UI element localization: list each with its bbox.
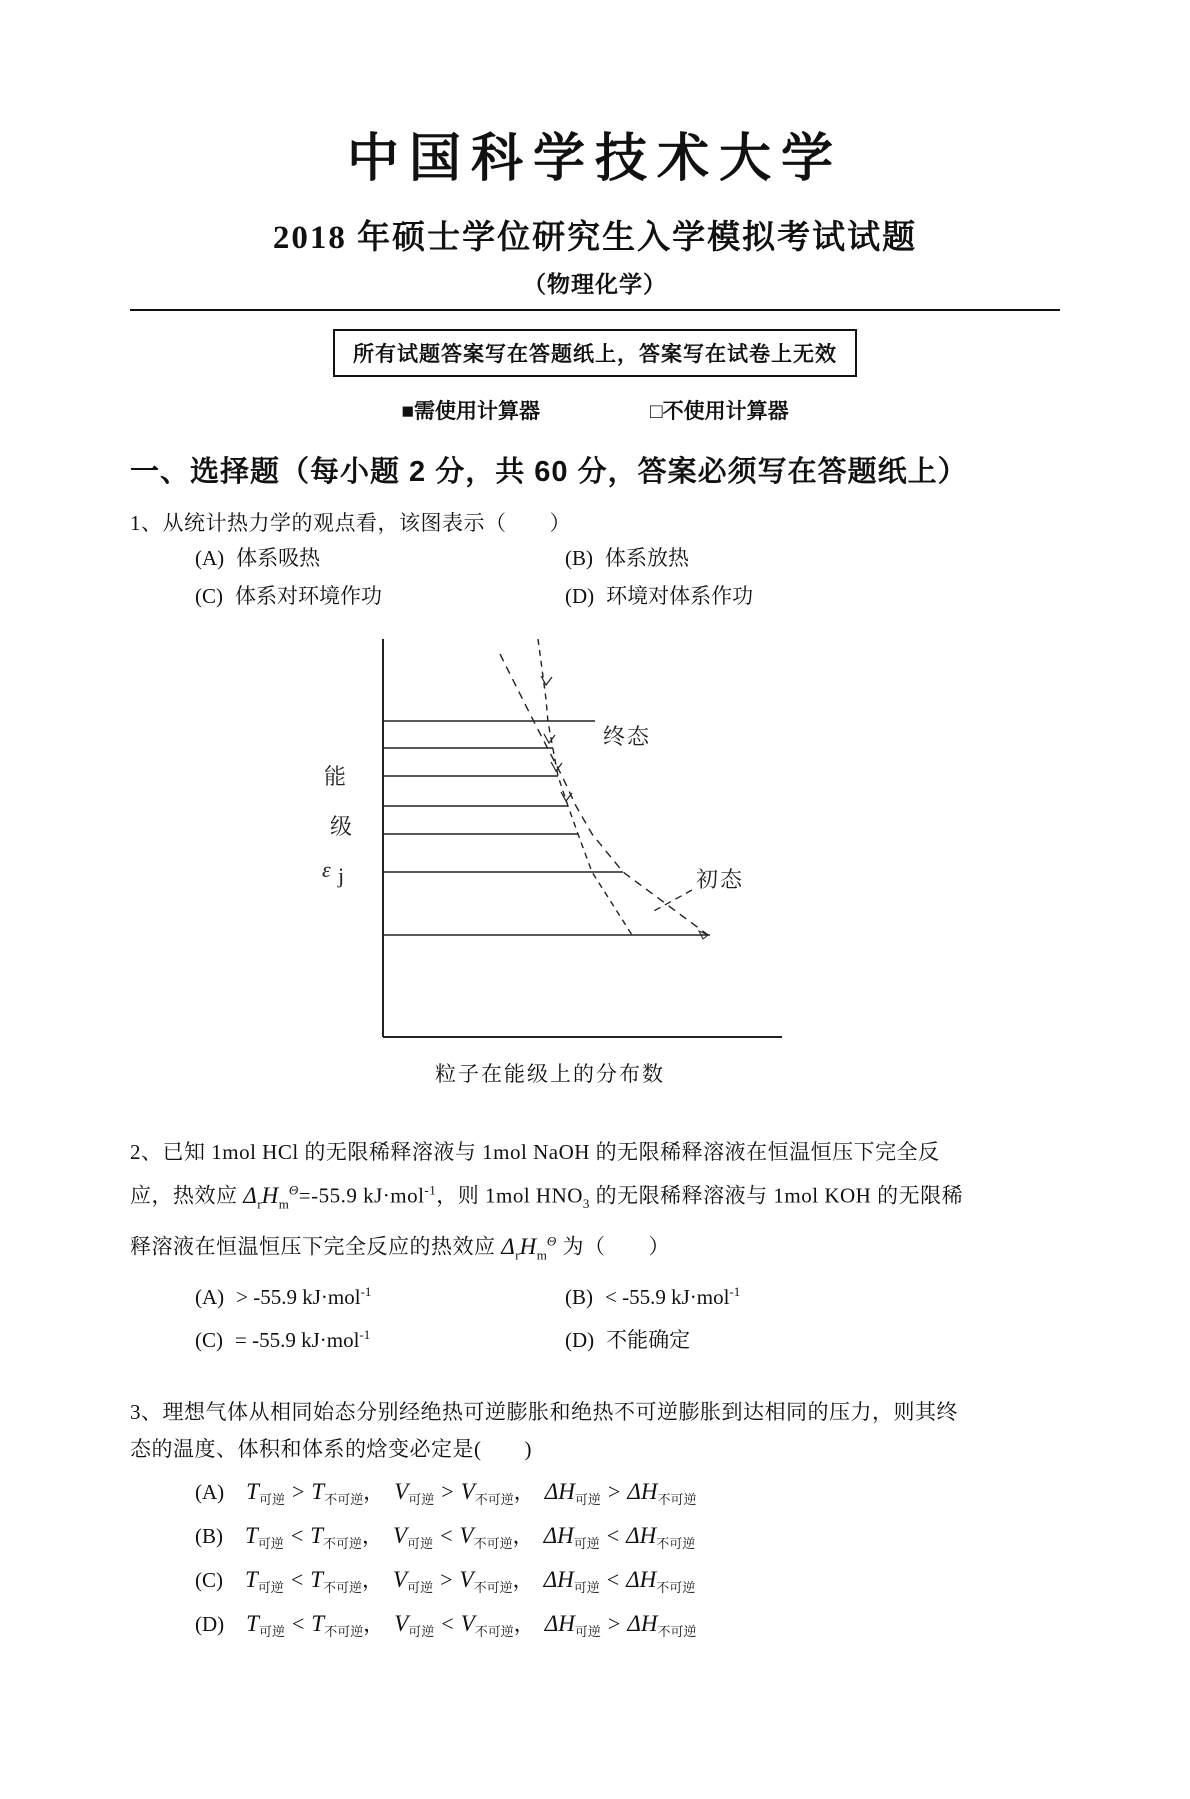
- question-2-line-1: 2、已知 1mol HCl 的无限稀释溶液与 1mol NaOH 的无限稀释溶液在恒温恒压下完全反: [130, 1140, 940, 1164]
- q2-text: ，则 1mol HNO: [436, 1183, 583, 1208]
- V-symbol: V: [460, 1478, 475, 1504]
- rev-subscript: 可逆: [407, 1580, 434, 1596]
- q2-option-a-sup: -1: [360, 1283, 372, 1299]
- irrev-subscript: 不可逆: [657, 1624, 697, 1640]
- rev-subscript: 可逆: [258, 1491, 285, 1507]
- irrev-subscript: 不可逆: [323, 1580, 363, 1596]
- irrev-subscript: 不可逆: [473, 1535, 513, 1551]
- separator: ，: [513, 1479, 535, 1504]
- rev-subscript: 可逆: [573, 1535, 600, 1551]
- irrev-subscript: 不可逆: [324, 1624, 364, 1640]
- q3-option-d-label: (D): [195, 1612, 225, 1637]
- q2-text: 为（ ）: [556, 1234, 670, 1259]
- dH-relation: >: [607, 1478, 621, 1504]
- V-symbol: V: [394, 1478, 409, 1504]
- ylabel-symbol: ε: [322, 857, 333, 882]
- q1-option-d: [565, 580, 1060, 612]
- rev-subscript: 可逆: [407, 1535, 434, 1551]
- calculator-options-row: [130, 395, 1060, 425]
- irrev-subscript: 不可逆: [474, 1491, 514, 1507]
- q2-text: 应，热效应: [130, 1183, 244, 1208]
- irrev-subscript: 不可逆: [657, 1491, 697, 1507]
- exam-page: [0, 116, 1190, 1799]
- rev-subscript: 可逆: [257, 1535, 284, 1551]
- q1-option-a: [195, 542, 565, 574]
- q1-option-c-text: 体系对环境作功: [235, 584, 382, 608]
- dH-relation: <: [606, 1566, 620, 1592]
- q3-option-b-label: (B): [195, 1523, 223, 1548]
- header-divider: [130, 309, 1060, 311]
- q1-option-b-text: 体系放热: [605, 546, 689, 570]
- q3-option-d: [195, 1606, 1060, 1650]
- q2-option-b-label: (B): [565, 1284, 593, 1309]
- V-symbol: V: [393, 1522, 408, 1548]
- delta: Δ: [243, 1182, 258, 1208]
- T-symbol: T: [310, 1522, 324, 1548]
- sub-m: m: [278, 1196, 289, 1212]
- separator: ，: [362, 1523, 384, 1548]
- q1-option-d-text: 环境对体系作功: [606, 584, 754, 608]
- q2-option-a: [195, 1276, 565, 1313]
- question-1-options: [195, 542, 1060, 612]
- separator: ，: [363, 1479, 385, 1504]
- q3-option-a-label: (A): [195, 1479, 225, 1504]
- q1-option-c-label: (C): [195, 584, 223, 608]
- q1-option-a-label: (A): [195, 546, 225, 570]
- irrev-subscript: 不可逆: [656, 1535, 696, 1551]
- transition-arrow: [551, 762, 562, 771]
- T-relation: >: [291, 1478, 305, 1504]
- initial-state-label: 初态: [696, 867, 745, 892]
- V-relation: <: [440, 1522, 453, 1548]
- dH-relation: >: [607, 1611, 621, 1637]
- rev-subscript: 可逆: [574, 1491, 601, 1507]
- q3-option-a: [195, 1474, 1060, 1518]
- exam-title: 2018 年硕士学位研究生入学模拟考试试题: [272, 220, 918, 256]
- final-state-curve: [538, 639, 632, 935]
- ylabel-subscript: j: [338, 863, 347, 888]
- notice-box: [333, 329, 857, 377]
- T-symbol: T: [246, 1478, 259, 1504]
- q2-option-c-label: (C): [195, 1327, 223, 1352]
- sup-theta: Θ: [546, 1233, 557, 1249]
- dH-symbol: ΔH: [543, 1522, 574, 1548]
- separator: ，: [512, 1523, 534, 1548]
- T-symbol: T: [311, 1611, 325, 1637]
- initial-state-curve: [500, 654, 708, 935]
- q3-option-c: [195, 1562, 1060, 1606]
- q2-value: =-55.9 kJ·mol: [298, 1183, 425, 1208]
- q2-text: 的无限稀释溶液与 1mol KOH 的无限稀: [589, 1183, 964, 1208]
- q2-option-a-label: (A): [195, 1284, 225, 1309]
- rev-subscript: 可逆: [258, 1624, 285, 1640]
- hno3-subscript: 3: [582, 1195, 590, 1211]
- q2-option-b-sup: -1: [729, 1283, 741, 1299]
- irrev-subscript: 不可逆: [323, 1535, 363, 1551]
- rev-subscript: 可逆: [573, 1580, 600, 1596]
- q2-option-c-text: = -55.9 kJ·mol: [235, 1327, 360, 1352]
- question-2-line-2: [130, 1171, 1060, 1222]
- q2-option-a-text: > -55.9 kJ·mol: [236, 1284, 361, 1309]
- V-symbol: V: [394, 1611, 409, 1637]
- q2-text: 释溶液在恒温恒压下完全反应的热效应: [130, 1234, 502, 1259]
- rev-subscript: 可逆: [408, 1491, 435, 1507]
- question-2-options: [195, 1276, 1060, 1356]
- subject-title: （物理化学）: [523, 272, 667, 297]
- sub-r: r: [515, 1247, 520, 1263]
- sub-r: r: [257, 1196, 262, 1212]
- question-1: [130, 506, 1060, 1088]
- separator: ，: [362, 1567, 384, 1592]
- q1-option-a-text: 体系吸热: [236, 546, 321, 570]
- V-relation: >: [440, 1566, 453, 1592]
- separator: ，: [513, 1612, 535, 1637]
- dH-symbol: ΔH: [627, 1611, 658, 1637]
- T-relation: <: [291, 1611, 305, 1637]
- calculator-required-checkbox: ■需使用计算器: [401, 400, 540, 423]
- section-heading: 一、选择题（每小题 2 分，共 60 分，答案必须写在答题纸上）: [130, 456, 968, 488]
- V-symbol: V: [393, 1566, 408, 1592]
- delta: Δ: [501, 1233, 516, 1259]
- T-symbol: T: [246, 1611, 259, 1637]
- dH-symbol: ΔH: [544, 1611, 575, 1637]
- V-symbol: V: [459, 1522, 474, 1548]
- T-symbol: T: [310, 1566, 324, 1592]
- sup-theta: Θ: [288, 1182, 299, 1197]
- V-symbol: V: [459, 1566, 474, 1592]
- T-symbol: T: [245, 1522, 258, 1548]
- dH-symbol: ΔH: [627, 1478, 658, 1504]
- ylabel-char-1: 能: [324, 764, 349, 789]
- q1-option-d-label: (D): [565, 584, 595, 608]
- q2-option-c: [195, 1319, 565, 1356]
- ylabel-char-2: 级: [330, 814, 355, 839]
- separator: ，: [512, 1567, 534, 1592]
- T-symbol: T: [245, 1566, 258, 1592]
- calculator-not-used-checkbox: □不使用计算器: [650, 400, 789, 423]
- dH-symbol: ΔH: [626, 1566, 657, 1592]
- q3-option-b: [195, 1518, 1060, 1562]
- q2-option-d-label: (D): [565, 1327, 595, 1352]
- T-relation: <: [290, 1522, 304, 1548]
- energy-level-figure: [300, 624, 800, 1088]
- sub-m: m: [536, 1247, 547, 1263]
- q3-option-c-label: (C): [195, 1567, 223, 1592]
- q2-option-d-text: 不能确定: [606, 1327, 691, 1352]
- rev-subscript: 可逆: [574, 1624, 601, 1640]
- T-symbol: T: [311, 1478, 325, 1504]
- q2-option-b-text: < -55.9 kJ·mol: [605, 1284, 730, 1309]
- question-3-options: [195, 1474, 1060, 1651]
- dH-relation: <: [606, 1522, 620, 1548]
- q1-option-b-label: (B): [565, 546, 593, 570]
- H: H: [261, 1182, 279, 1208]
- V-relation: >: [441, 1478, 454, 1504]
- delta-rHm-symbol: [243, 1182, 299, 1212]
- question-2: [130, 1134, 1060, 1356]
- dH-symbol: ΔH: [544, 1478, 575, 1504]
- rev-subscript: 可逆: [257, 1580, 284, 1596]
- q2-exponent: -1: [424, 1182, 437, 1198]
- irrev-subscript: 不可逆: [656, 1580, 696, 1596]
- question-1-stem: 1、从统计热力学的观点看，该图表示（ ）: [130, 511, 571, 535]
- question-2-line-3: [130, 1222, 1060, 1273]
- q2-option-c-sup: -1: [359, 1326, 371, 1342]
- irrev-subscript: 不可逆: [473, 1580, 513, 1596]
- transition-arrow: [544, 734, 555, 743]
- dH-symbol: ΔH: [626, 1522, 657, 1548]
- university-title: 中国科学技术大学: [346, 131, 843, 188]
- figure-caption: 粒子在能级上的分布数: [435, 1062, 665, 1086]
- V-symbol: V: [460, 1611, 475, 1637]
- q2-option-d: [565, 1319, 1060, 1356]
- q2-option-b: [565, 1276, 1060, 1313]
- rev-subscript: 可逆: [408, 1624, 435, 1640]
- V-relation: <: [441, 1611, 454, 1637]
- q1-option-b: [565, 542, 1060, 574]
- irrev-subscript: 不可逆: [324, 1491, 364, 1507]
- energy-level-diagram: [300, 624, 800, 1044]
- separator: ，: [363, 1612, 385, 1637]
- irrev-subscript: 不可逆: [474, 1624, 514, 1640]
- notice-text: 所有试题答案写在答题纸上，答案写在试卷上无效: [353, 343, 837, 366]
- question-3-line-2: 态的温度、体积和体系的焓变必定是( ): [130, 1436, 532, 1461]
- q1-option-c: [195, 580, 565, 612]
- dH-symbol: ΔH: [543, 1566, 574, 1592]
- question-3: [130, 1394, 1060, 1651]
- T-relation: <: [290, 1566, 304, 1592]
- final-state-label: 终态: [603, 724, 652, 749]
- delta-rHm-symbol: [501, 1233, 557, 1263]
- question-3-line-1: 3、理想气体从相同始态分别经绝热可逆膨胀和绝热不可逆膨胀到达相同的压力，则其终: [130, 1399, 958, 1424]
- H: H: [519, 1233, 537, 1259]
